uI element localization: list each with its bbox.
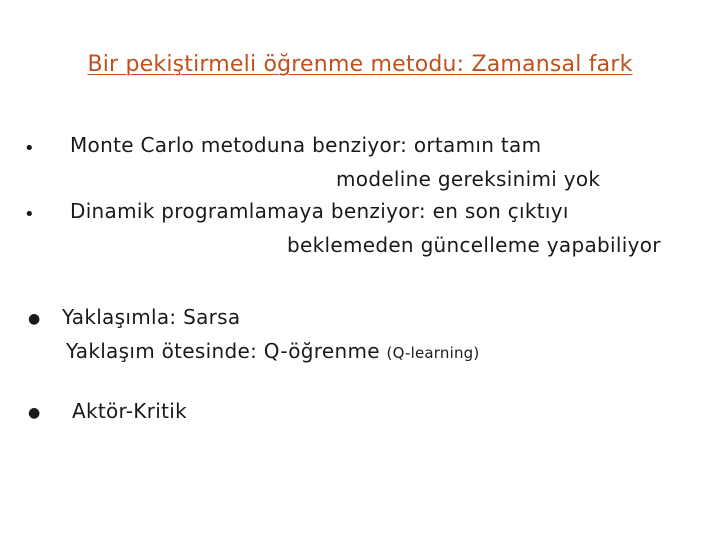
- approach-line-2-main: Yaklaşım ötesinde: Q-öğrenme: [66, 339, 380, 363]
- approach-line-2: [66, 339, 479, 363]
- approach-line-2-note: (Q-learning): [386, 344, 480, 362]
- bullet-marker-4: ●: [28, 405, 41, 421]
- bullet-2-line-2: beklemeden güncelleme yapabiliyor: [287, 233, 661, 257]
- bullet-2-line-1: Dinamik programlamaya benziyor: en son çıktıyı: [70, 199, 569, 223]
- slide-title: Bir pekiştirmeli öğrenme metodu: Zamansal fark: [87, 52, 633, 77]
- bullet-1-line-2: modeline gereksinimi yok: [336, 167, 601, 191]
- approach-line-1: Yaklaşımla: Sarsa: [62, 305, 241, 329]
- bullet-1-line-1: Monte Carlo metoduna benziyor: ortamın tam: [70, 133, 542, 157]
- actor-critic-line: Aktör-Kritik: [72, 399, 187, 423]
- bullet-marker-1: •: [24, 138, 35, 159]
- bullet-marker-2: •: [24, 204, 35, 225]
- bullet-marker-3: ●: [28, 311, 41, 327]
